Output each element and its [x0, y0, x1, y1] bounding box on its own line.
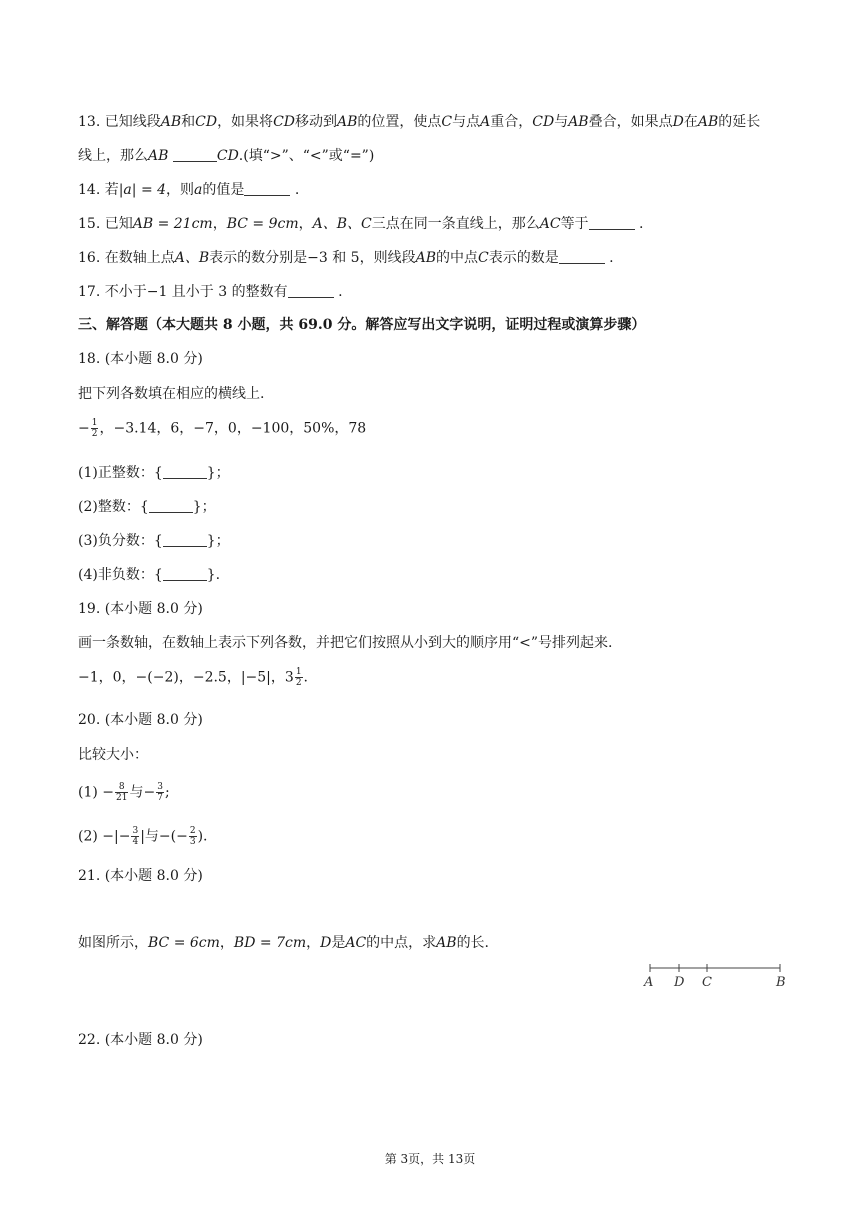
label-a: A	[644, 975, 654, 990]
question-18-numbers: − $\frac{1}{2}$ ，−3.14，6，−7，0，−100，50%，78	[78, 418, 367, 439]
question-18-item-3: (3)负分数：{ }；	[78, 533, 230, 549]
question-18-intro: 把下列各数填在相应的横线上.	[78, 386, 265, 402]
answer-blank[interactable]	[149, 498, 193, 513]
fraction: $\frac{1}{2}$	[91, 418, 98, 439]
label-d: D	[674, 975, 685, 990]
answer-blank[interactable]	[589, 215, 635, 230]
question-20-item-1: (1) − $\frac{8}{21}$ 与− $\frac{3}{7}$ ;	[78, 782, 170, 803]
question-13-line-1: 13. 已知线段AB和CD，如果将CD移动到AB的位置，使点C与点A重合，CD与AB叠合，如果点D在AB的延长	[78, 114, 761, 130]
label-b: B	[776, 975, 786, 990]
answer-blank[interactable]	[163, 566, 207, 581]
fraction: $\frac{3}{4}$	[132, 826, 139, 847]
question-20-item-2: (2) −|− $\frac{3}{4}$ |与−(− $\frac{2}{3}$ ).	[78, 826, 208, 847]
answer-blank[interactable]	[163, 464, 207, 479]
fraction: $\frac{3}{7}$	[157, 782, 163, 803]
answer-blank[interactable]	[288, 283, 334, 298]
fraction: $\frac{8}{21}$	[116, 782, 128, 803]
question-18-item-1: (1)正整数：{ }；	[78, 465, 230, 481]
question-21-heading: 21. (本小题 8.0 分)	[78, 868, 203, 884]
answer-blank[interactable]	[559, 249, 605, 264]
question-13-line-2: 线上，那么AB CD.(填“>”、“<”或“=”)	[78, 148, 375, 164]
question-19-heading: 19. (本小题 8.0 分)	[78, 601, 203, 617]
fraction: $\frac{1}{2}$	[295, 667, 302, 688]
question-21-text: 如图所示，BC = 6cm，BD = 7cm，D是AC的中点，求AB的长.	[78, 935, 490, 951]
question-20-intro: 比较大小：	[78, 747, 148, 763]
question-19-numbers: −1，0，−(−2)，−2.5，|−5|，3 $\frac{1}{2}$ .	[78, 667, 308, 688]
question-18-heading: 18. (本小题 8.0 分)	[78, 351, 203, 367]
segment-figure	[636, 958, 796, 994]
answer-blank[interactable]	[163, 532, 207, 547]
question-19-intro: 画一条数轴，在数轴上表示下列各数，并把它们按照从小到大的顺序用“<”号排列起来.	[78, 635, 613, 651]
question-18-item-4: (4)非负数：{ }.	[78, 567, 221, 583]
question-20-heading: 20. (本小题 8.0 分)	[78, 712, 203, 728]
question-22-heading: 22. (本小题 8.0 分)	[78, 1032, 203, 1048]
fraction: $\frac{2}{3}$	[189, 826, 196, 847]
section-heading: 三、解答题（本大题共 8 小题，共 69.0 分。解答应写出文字说明，证明过程或演算步骤）	[78, 317, 646, 333]
answer-blank[interactable]	[173, 147, 217, 162]
question-16: 16. 在数轴上点A、B表示的数分别是−3 和 5，则线段AB的中点C表示的数是 .	[78, 250, 614, 266]
answer-blank[interactable]	[244, 181, 290, 196]
question-17: 17. 不小于−1 且小于 3 的整数有 .	[78, 284, 343, 300]
question-15: 15. 已知AB = 21cm，BC = 9cm，A、B、C三点在同一条直线上，那么AC等于 .	[78, 216, 644, 232]
label-c: C	[702, 975, 712, 990]
page-footer: 第 3页，共 13页	[384, 1152, 476, 1166]
question-14: 14. 若|a| = 4，则a的值是 .	[78, 182, 300, 198]
question-18-item-2: (2)整数：{ }；	[78, 499, 216, 515]
